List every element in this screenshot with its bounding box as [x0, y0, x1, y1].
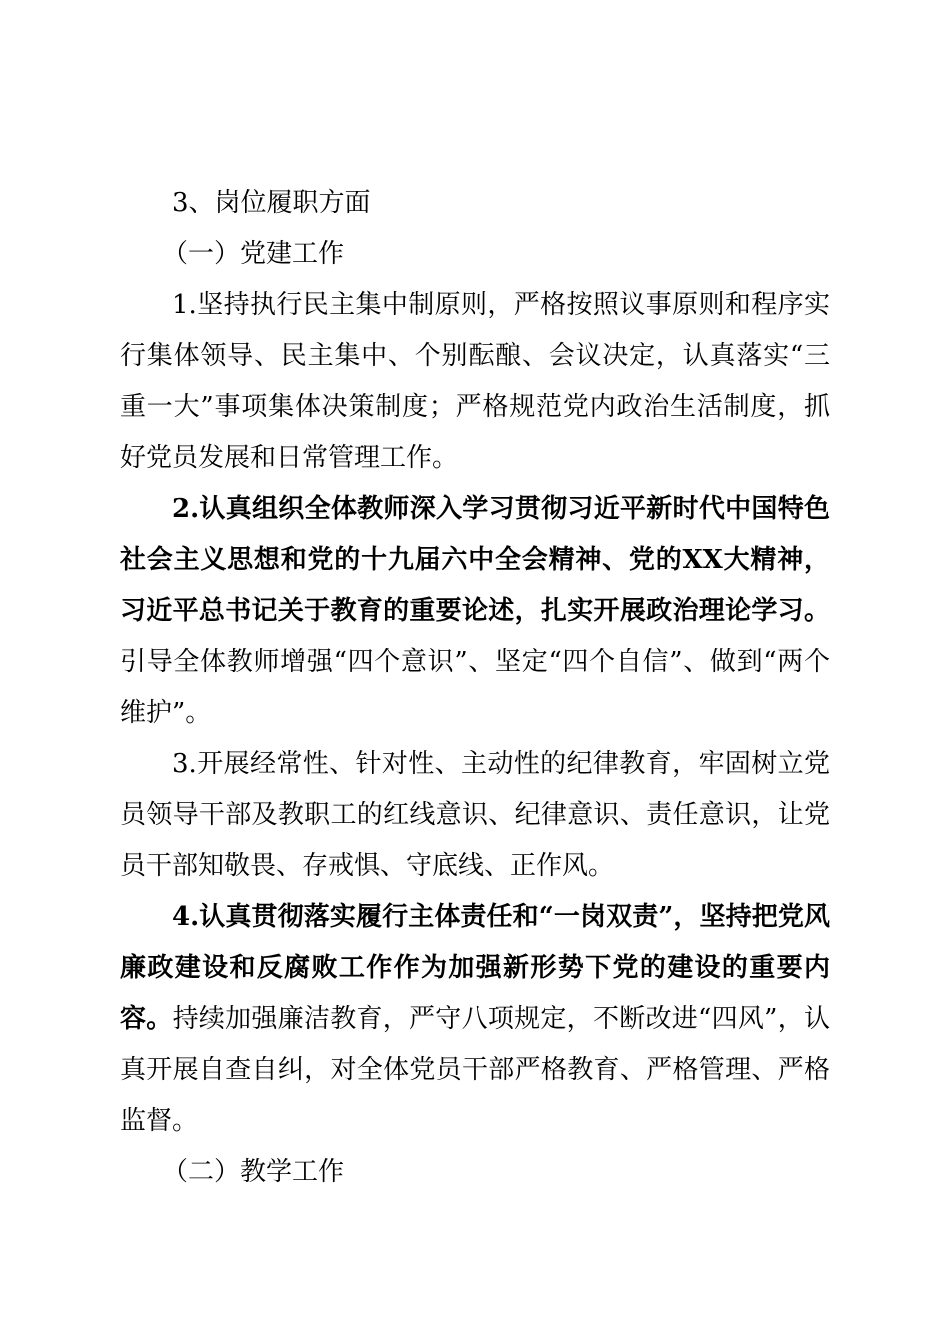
document-body: [120, 178, 830, 1198]
subsection-heading-teaching: （二）教学工作: [162, 1157, 345, 1187]
paragraph-text: 引导全体教师增强“四个意识”、坚定“四个自信”、做到“两个维护”。: [120, 647, 830, 728]
section-heading: 3、岗位履职方面: [172, 188, 371, 218]
subsection-heading-party-building: （一）党建工作: [162, 239, 345, 269]
paragraph-text: 3.开展经常性、针对性、主动性的纪律教育，牢固树立党员领导干部及教职工的红线意识、纪律意识、责任意识，让党员干部知敬畏、存戒惧、守底线、正作风。: [120, 749, 830, 881]
paragraph-text: 1.坚持执行民主集中制原则，严格按照议事原则和程序实行集体领导、民主集中、个别酝酿、会议决定，认真落实“三重一大”事项集体决策制度；严格规范党内政治生活制度，抓好党员发展和日常管理工作。: [120, 290, 830, 473]
paragraph-item-4: [120, 892, 830, 1147]
paragraph-item-2: [120, 484, 830, 739]
paragraph-bold-lead: 2.认真组织全体教师深入学习贯彻习近平新时代中国特色社会主义思想和党的十九届六中全会精神、党的XX大精神，习近平总书记关于教育的重要论述，扎实开展政治理论学习。: [120, 494, 830, 626]
paragraph-item-1: [120, 280, 830, 484]
paragraph-bold-lead: 4.认真贯彻落实履行主体责任和“一岗双责”，坚持把党风廉政建设和反腐败工作作为加强新形势下党的建设的重要内容。: [120, 902, 830, 1034]
paragraph-text: 持续加强廉洁教育，严守八项规定，不断改进“四风”，认真开展自查自纠，对全体党员干部严格教育、严格管理、严格监督。: [120, 1004, 830, 1136]
paragraph-item-3: [120, 739, 830, 892]
